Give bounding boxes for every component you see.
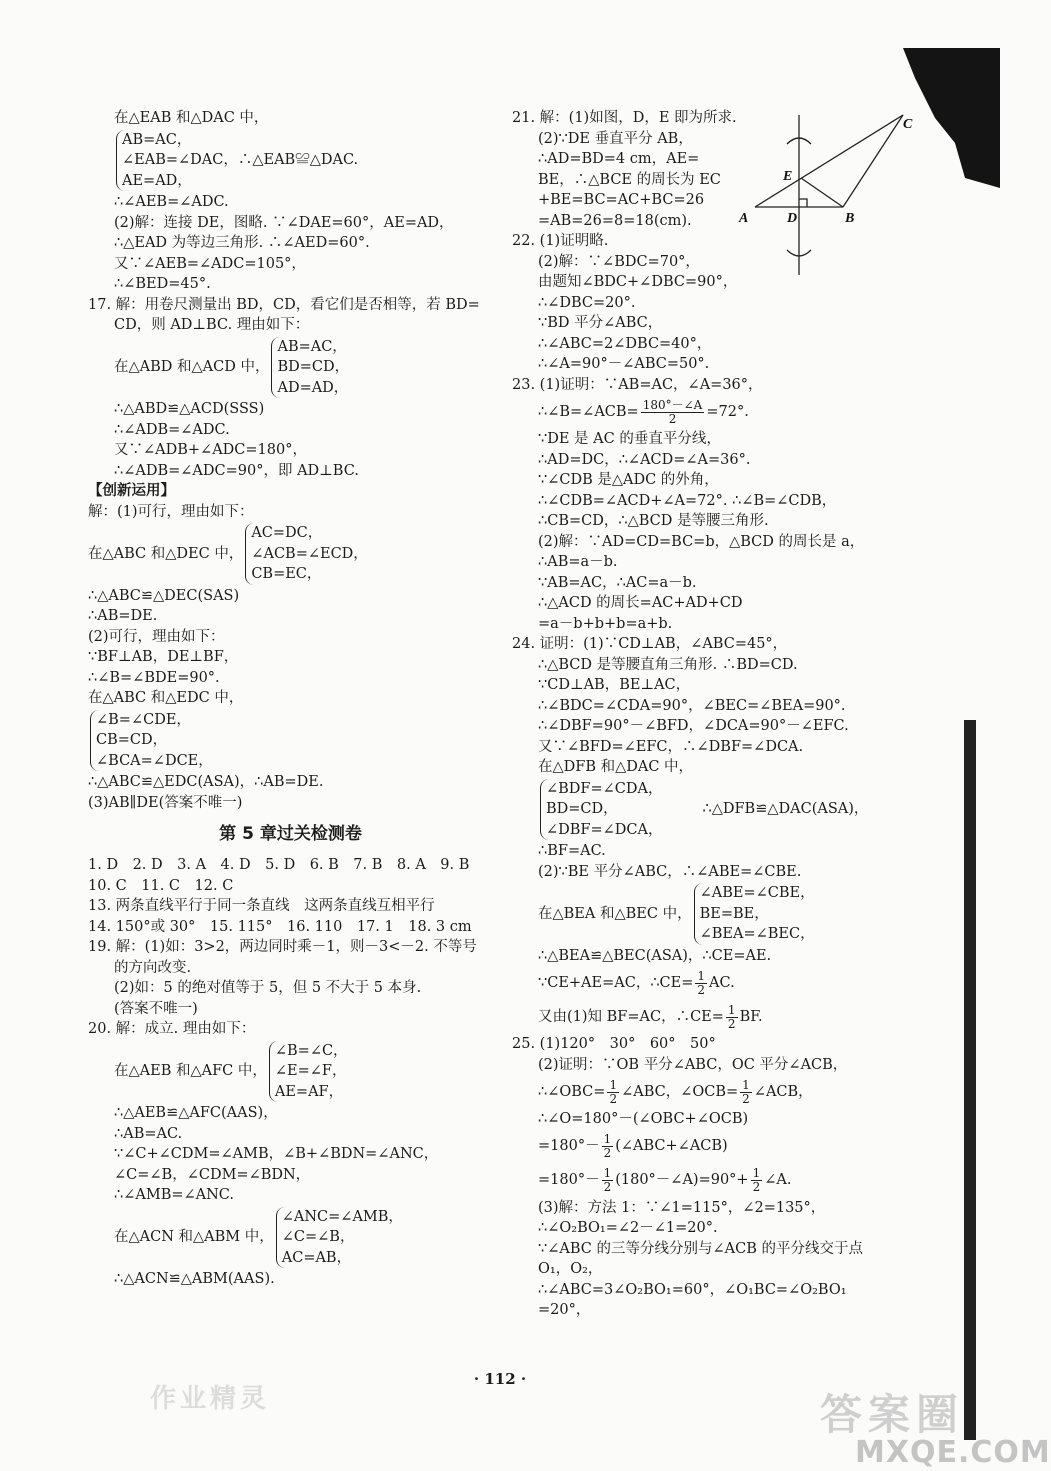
watermark-url: MXQE.COM (855, 1435, 1051, 1470)
fraction-line (512, 1000, 967, 1034)
watermark-logo: 答案圈 (820, 1390, 965, 1439)
text-line: 在△BEA 和△BEC 中， (538, 905, 692, 922)
fraction (641, 399, 705, 426)
text-line: ∴△ACN≌△ABM(AAS). (114, 1271, 275, 1287)
numerator: 1 (697, 968, 706, 983)
section-heading: 【创新运用】 (88, 483, 175, 499)
text-line: =AB=26=8=18(cm). (538, 212, 692, 229)
text-line: AD=AD， (277, 379, 349, 396)
denominator: 2 (609, 1091, 618, 1106)
text-line: 23. (1)证明：∵AB=AC，∠A=36°， (512, 376, 763, 393)
text-fragment: (∠ABC+∠ACB) (615, 1138, 728, 1155)
text-line: (2)∵BE 平分∠ABC，∴∠ABE=∠CBE. (538, 863, 802, 880)
text-line: ∠ANC=∠AMB， (281, 1208, 403, 1225)
text-line: ∴∠O₂BO₁=∠2－∠1=20°. (538, 1220, 718, 1236)
text-fragment: BF. (739, 1008, 763, 1025)
text-line: ∴AB=a－b. (538, 554, 618, 570)
brace (540, 779, 662, 841)
text-line: ∠C=∠B， (281, 1229, 355, 1245)
text-line: O₁，O₂， (538, 1261, 603, 1277)
text-line: ∴∠DBF=90°－∠BFD，∠DCA=90°－∠EFC. (538, 718, 849, 734)
fraction-line (512, 1130, 967, 1164)
text-line: ∴AB=DE. (88, 608, 158, 624)
fraction (607, 1079, 619, 1106)
text-fragment: ∠ACB， (753, 1083, 813, 1100)
scan-edge-shadow (964, 720, 976, 1440)
denominator: 2 (697, 982, 706, 997)
equation-system (88, 1041, 493, 1103)
triangle-figure (735, 110, 920, 285)
equation-system (88, 1207, 493, 1269)
fraction (602, 1167, 614, 1194)
answer-line: 13. 两条直线平行于同一条直线 这两条直线互相平行 (88, 898, 435, 914)
equation-system (88, 523, 493, 585)
numerator: 1 (727, 1002, 736, 1017)
equation-system (88, 710, 493, 772)
text-fragment: =180°－ (538, 1138, 600, 1155)
text-line: ∴△ABC≌△DEC(SAS) (88, 587, 240, 604)
text-line: (2)解：∵∠BDC=70°， (538, 253, 700, 270)
text-line: BD=CD， (277, 359, 350, 375)
text-line: ∴△ACD 的周长=AC+AD+CD (538, 595, 743, 611)
text-line: BD=CD， (546, 801, 618, 817)
text-line: ∴∠ABC=2∠DBC=40°， (538, 335, 712, 352)
fraction-line (512, 1075, 967, 1109)
text-line: ∴CB=CD，∴△BCD 是等腰三角形. (538, 513, 769, 529)
text-fragment: ∴∠B=∠ACB= (538, 403, 639, 420)
label-b: B (845, 211, 855, 226)
text-fragment: ∠A. (764, 1172, 792, 1189)
text-line: 的方向改变. (114, 959, 192, 976)
text-line: ∴∠B=∠BDE=90°. (88, 669, 220, 686)
side-ac (755, 115, 903, 207)
text-line: 解：(1)可行，理由如下： (88, 503, 254, 520)
answer-line: 1. D 2. D 3. A 4. D 5. D 6. B 7. B 8. A 9. B (88, 857, 470, 873)
text-line: AC=DC， (251, 525, 323, 541)
page-number: · 112 · (473, 1370, 527, 1388)
text-line: 又∵∠AEB=∠ADC=105°， (114, 255, 306, 272)
text-line: (2)如：5 的绝对值等于 5，但 5 不大于 5 本身. (114, 980, 422, 996)
fraction (740, 1079, 752, 1106)
text-line: (2)解：∵AD=CD=BC=b，△BCD 的周长是 a， (538, 533, 865, 550)
text-line: ∠BCA=∠DCE， (96, 752, 213, 769)
text-fragment: =72°. (706, 403, 749, 420)
text-line: (2)解：连接 DE，图略. ∵∠DAE=60°，AE=AD， (114, 214, 454, 231)
text-line: ∴△AEB≌△AFC(AAS)， (114, 1105, 278, 1121)
equation-system (88, 130, 493, 192)
right-angle-mark (799, 199, 807, 207)
brace (90, 710, 213, 772)
text-line: +BE=BC=AC+BC=26 (538, 192, 705, 208)
text-line: BE，∴△BCE 的周长为 EC (538, 171, 721, 188)
text-line: CB=CD， (96, 732, 168, 748)
text-line: ∴∠A=90°－∠ABC=50°. (538, 356, 710, 372)
text-line: (2)∵DE 垂直平分 AB， (538, 130, 693, 147)
text-line: ∠B=∠CDE， (96, 711, 191, 728)
text-line: BE=BE， (699, 905, 769, 922)
brace (694, 883, 815, 945)
text-line: ∠EAB=∠DAC，∴△EAB≌△DAC. (122, 152, 359, 168)
text-line: ∴∠AMB=∠ANC. (114, 1187, 234, 1203)
label-e: E (783, 169, 793, 184)
text-line: 由题知∠BDC+∠DBC=90°， (538, 274, 738, 290)
text-line: ∴∠BDC=∠CDA=90°，∠BEC=∠BEA=90°. (538, 697, 846, 714)
text-line: ∴∠BED=45°. (114, 276, 211, 292)
text-line: ∠ACB=∠ECD， (251, 545, 368, 562)
text-line: (3)解：方法 1：∵∠1=115°，∠2=135°， (538, 1199, 826, 1216)
chapter-title: 第 5 章过关检测卷 (219, 824, 362, 844)
text-fragment: ∵CE+AE=AC，∴CE= (538, 974, 694, 991)
text-line: ∠BEA=∠BEC， (699, 926, 815, 942)
text-line: ∵DE 是 AC 的垂直平分线， (538, 431, 721, 447)
text-line: 19. 解：(1)如：3>2，两边同时乘－1，则－3<－2. 不等号 (88, 939, 477, 955)
numerator: 1 (603, 1166, 612, 1180)
brace (269, 1041, 348, 1103)
side-bc (843, 115, 903, 207)
text-line: 在△EAB 和△DAC 中， (114, 110, 269, 126)
text-line: AC=AB， (281, 1249, 352, 1266)
text-line: AB=AC， (122, 131, 192, 148)
text-line: AE=AD， (122, 172, 192, 189)
text-line: 在△ACN 和△ABM 中， (114, 1229, 274, 1245)
text-line: ∠E=∠F， (274, 1063, 347, 1079)
numerator: 180°－∠A (642, 397, 703, 412)
answer-line: 10. C 11. C 12. C (88, 877, 234, 894)
text-line: ∵∠ABC 的三等分线分别与∠ACB 的平分线交于点 (538, 1240, 863, 1257)
brace (116, 130, 358, 192)
left-column (88, 108, 493, 1290)
scan-corner-shadow (895, 48, 1000, 188)
text-line: ∴△DFB≌△DAC(ASA)， (702, 801, 869, 817)
text-line: ∴△ABD≌△ACD(SSS) (114, 401, 265, 417)
text-line: ∴∠AEB=∠ADC. (114, 194, 229, 210)
text-line: ∴∠ADB=∠ADC=90°，即 AD⊥BC. (114, 462, 359, 479)
text-line: 22. (1)证明略. (512, 233, 609, 249)
text-line: ∵AB=AC，∴AC=a－b. (538, 574, 697, 591)
numerator: 1 (609, 1077, 618, 1092)
fraction-line (512, 1164, 967, 1198)
fraction (726, 1004, 738, 1031)
answer-line: 14. 150°或 30° 15. 115° 16. 110 17. 1 18. 3 cm (88, 918, 472, 935)
equation-system (512, 883, 967, 945)
text-fragment: ∴∠OBC= (538, 1083, 606, 1100)
text-line: ∴∠ABC=3∠O₂BO₁=60°，∠O₁BC=∠O₂BO₁ (538, 1281, 847, 1298)
text-line: (2)证明：∵OB 平分∠ABC，OC 平分∠ACB， (538, 1056, 848, 1073)
text-line: =20°， (538, 1302, 591, 1318)
text-line: CB=EC， (251, 566, 322, 582)
denominator: 2 (603, 1146, 612, 1160)
denominator: 2 (668, 411, 677, 426)
text-line: 在△ABD 和△ACD 中， (114, 359, 270, 375)
text-line: ∴△BCD 是等腰直角三角形. ∴BD=CD. (538, 656, 798, 673)
text-line: =a－b+b+b=a+b. (538, 615, 673, 632)
watermark-text: 作业精灵 (150, 1384, 271, 1414)
text-line: 在△AEB 和△AFC 中， (114, 1063, 267, 1079)
label-a: A (739, 211, 749, 226)
text-fragment: (180°－∠A)=90°+ (615, 1172, 749, 1189)
text-line: ∠DBF=∠DCA， (546, 821, 663, 838)
label-c: C (903, 117, 913, 132)
text-line: 20. 解：成立. 理由如下： (88, 1021, 256, 1037)
text-line: ∠BDF=∠CDA， (546, 780, 663, 797)
text-line: ∵∠CDB 是△ADC 的外角， (538, 472, 719, 488)
text-line: (2)可行，理由如下： (88, 628, 225, 645)
text-line: ∴AB=AC. (114, 1125, 183, 1142)
text-line: 17. 解：用卷尺测量出 BD，CD，看它们是否相等，若 BD= (88, 296, 480, 313)
text-line: 在△DFB 和△DAC 中， (538, 759, 694, 775)
brace (245, 523, 367, 585)
text-line: ∵∠C+∠CDM=∠AMB，∠B+∠BDN=∠ANC， (114, 1146, 439, 1162)
text-line: ∴∠CDB=∠ACD+∠A=72°. ∴∠B=∠CDB， (538, 492, 837, 509)
text-line: ∵BF⊥AB，DE⊥BF， (88, 649, 239, 665)
fraction-line (512, 395, 967, 429)
text-line: ∴AD=BD=4 cm，AE= (538, 151, 700, 167)
brace (276, 1207, 403, 1269)
text-line: CD，则 AD⊥BC. 理由如下： (114, 317, 310, 333)
text-line: ∴AD=DC，∴∠ACD=∠A=36°. (538, 451, 751, 468)
fraction (695, 970, 707, 997)
label-d: D (787, 211, 798, 226)
text-line: ∴∠DBC=20°. (538, 294, 636, 311)
numerator: 1 (742, 1077, 750, 1092)
text-line: ∴BF=AC. (538, 843, 606, 859)
numerator: 1 (752, 1166, 761, 1180)
text-fragment: AC. (709, 974, 735, 991)
text-line: ∴∠O=180°－(∠OBC+∠OCB) (538, 1111, 749, 1127)
right-column (512, 108, 967, 1321)
text-line: ∠B=∠C， (274, 1042, 348, 1059)
text-line: ∠C=∠B，∠CDM=∠BDN， (114, 1166, 311, 1183)
text-line: ∴∠ADB=∠ADC. (114, 421, 230, 438)
text-line: 在△ABC 和△DEC 中， (88, 545, 244, 562)
text-line: ∴△EAD 为等边三角形. ∴∠AED=60°. (114, 235, 370, 251)
text-line: (3)AB∥DE(答案不唯一) (88, 794, 243, 811)
text-line: (答案不唯一) (114, 1000, 198, 1017)
text-line: ∴△ABC≌△EDC(ASA)，∴AB=DE. (88, 774, 324, 790)
fraction (602, 1133, 614, 1160)
text-line: AB=AC， (277, 338, 347, 355)
fraction-line (512, 966, 967, 1000)
denominator: 2 (752, 1180, 761, 1194)
brace (271, 337, 349, 399)
text-fragment: =180°－ (538, 1172, 600, 1189)
denominator: 2 (603, 1180, 612, 1194)
text-line: 24. 证明：(1)∵CD⊥AB，∠ABC=45°， (512, 636, 788, 652)
equation-system (88, 337, 493, 399)
denominator: 2 (742, 1091, 750, 1106)
text-line: 在△ABC 和△EDC 中， (88, 690, 244, 706)
equation-system (512, 779, 967, 841)
text-line: ∴△BEA≌△BEC(ASA)，∴CE=AE. (538, 947, 772, 964)
text-line: AE=AF， (274, 1083, 344, 1100)
fraction (751, 1167, 763, 1194)
numerator: 1 (603, 1132, 612, 1146)
text-line: 25. (1)120° 30° 60° 50° (512, 1036, 716, 1052)
text-line: 又∵∠ADB+∠ADC=180°， (114, 442, 307, 458)
text-line: ∵BD 平分∠ABC， (538, 315, 663, 331)
text-fragment: ∠ABC，∠OCB= (621, 1083, 739, 1100)
text-line: 21. 解：(1)如图，D，E 即为所求. (512, 110, 737, 126)
denominator: 2 (727, 1016, 736, 1031)
text-line: ∠ABE=∠CBE， (699, 885, 815, 901)
text-line: 又∵∠BFD=∠EFC，∴∠DBF=∠DCA. (538, 738, 804, 755)
text-line: ∵CD⊥AB，BE⊥AC， (538, 677, 691, 693)
text-fragment: 又由(1)知 BF=AC，∴CE= (538, 1008, 724, 1025)
